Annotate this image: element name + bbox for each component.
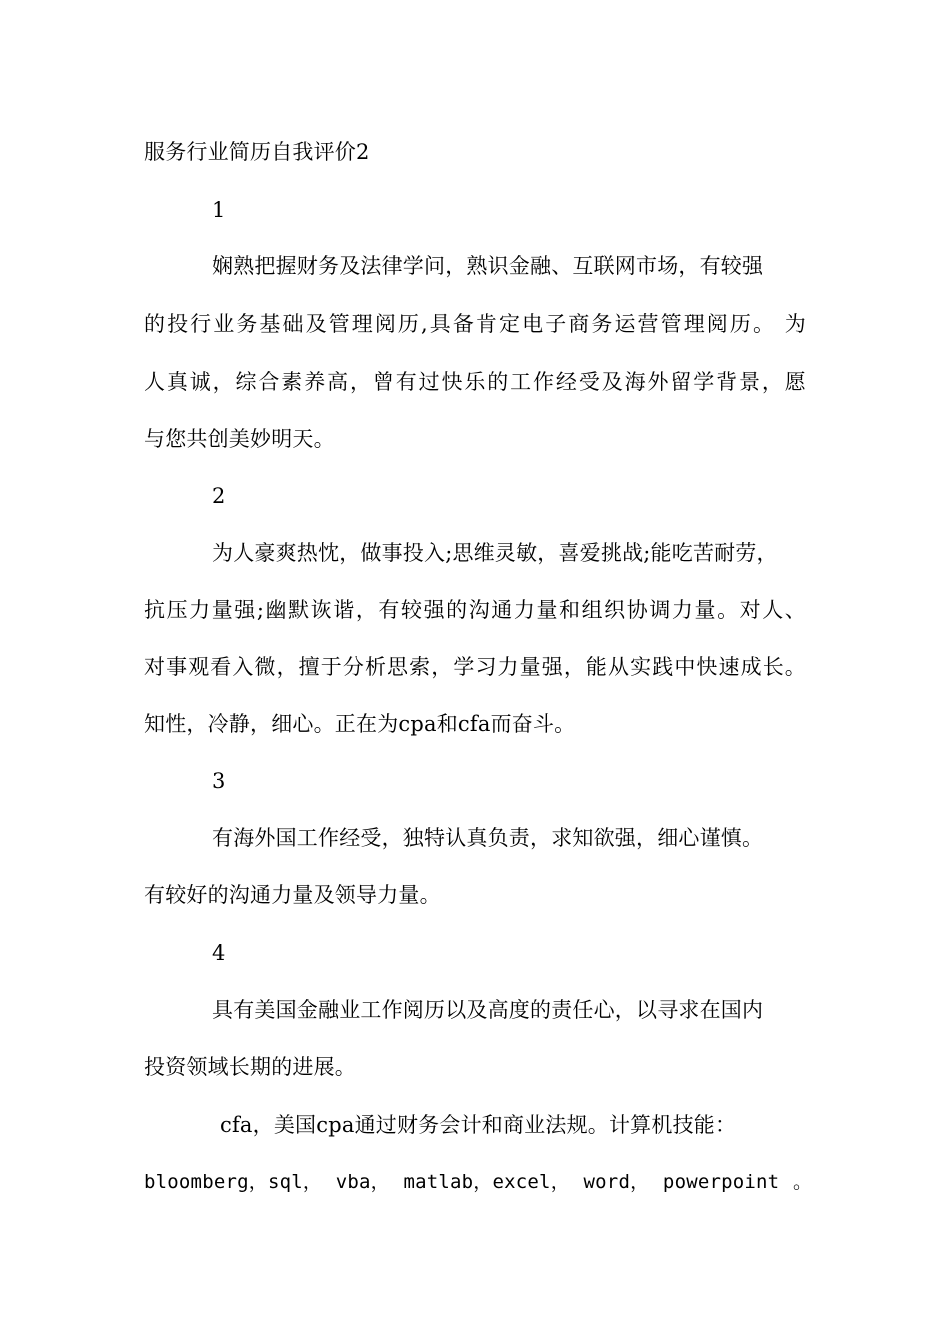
paragraph-line: 有较好的沟通力量及领导力量。: [144, 883, 441, 907]
paragraph-line: 抗压力量强;幽默诙谐，有较强的沟通力量和组织协调力量。对人、: [144, 598, 806, 622]
paragraph-line: 具有美国金融业工作阅历以及高度的责任心，以寻求在国内: [212, 998, 764, 1022]
paragraph-line: 知性，冷静，细心。正在为cpa和cfa而奋斗。: [144, 712, 576, 736]
section-number: 4: [212, 941, 226, 965]
skills-line: bloomberg，sql， vba， matlab，excel， word， powerpoint 。: [144, 1171, 813, 1193]
paragraph-line: 的投行业务基础及管理阅历,具备肯定电子商务运营管理阅历。 为: [144, 312, 806, 336]
paragraph-line: 娴熟把握财务及法律学问，熟识金融、互联网市场，有较强: [212, 254, 764, 278]
section-number: 3: [212, 769, 226, 793]
document-title: 服务行业简历自我评价2: [144, 140, 370, 164]
paragraph-line: 与您共创美妙明天。: [144, 427, 335, 451]
section-number: 2: [212, 484, 226, 508]
paragraph-line: 为人豪爽热忱，做事投入;思维灵敏，喜爱挑战;能吃苦耐劳，: [212, 541, 778, 565]
paragraph-line: 对事观看入微，擅于分析思索，学习力量强，能从实践中快速成长。: [144, 655, 806, 679]
paragraph-line: 人真诚，综合素养高，曾有过快乐的工作经受及海外留学背景，愿: [144, 370, 806, 394]
paragraph-line: 有海外国工作经受，独特认真负责，求知欲强，细心谨慎。: [212, 826, 764, 850]
paragraph-line: cfa，美国cpa通过财务会计和商业法规。计算机技能：: [220, 1113, 737, 1137]
paragraph-line: 投资领域长期的进展。: [144, 1055, 356, 1079]
section-number: 1: [212, 198, 226, 222]
